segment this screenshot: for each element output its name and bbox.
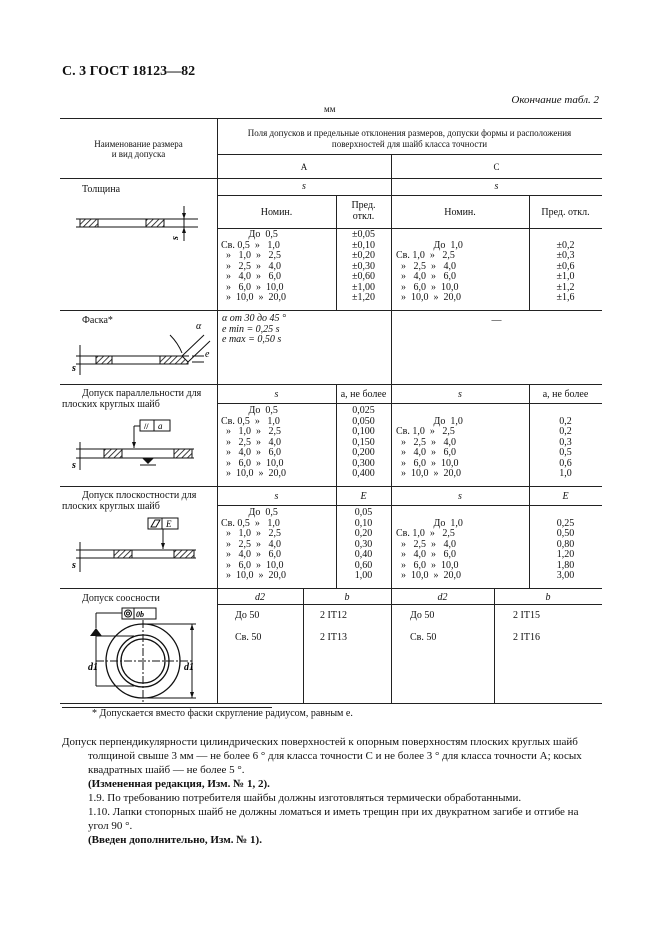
paragraph-perpendicularity-text: Допуск перпендикулярности цилиндрических поверхностей к опорным поверхностям плоских круглых шайб толщиной свыше 3 мм — не более 6 ° для класса точности С и не более 3 ° для класса точности А; косых квадратных шайб — не более 5 °. (62, 736, 582, 776)
chamfer-s-mark: s (72, 363, 76, 374)
thickness-symbol-c: s (494, 181, 499, 192)
tolerance-table (60, 118, 602, 704)
chamfer-values-a: α от 30 до 45 ° e min = 0,25 s e max = 0,50 s (222, 313, 287, 345)
parallel-values-a: 0,025 0,050 0,100 0,150 0,200 0,300 0,400 (352, 405, 375, 479)
col-header-fields-line1: Поля допусков и предельные отклонения размеров, допуски формы и расположения (247, 128, 572, 138)
parallel-a-mark: a (158, 421, 163, 431)
parallel-nominal-a: До 0,5 Св. 0,5 » 1,0 » 1,0 » 2,5 » 2,5 » 4,0 » 4,0 » 6,0 » 6,0 » 10,0 » 10,0 » 20,0 (221, 405, 286, 479)
coaxial-d2-header-c: d2 (437, 592, 448, 603)
row-label-chamfer: Фаска* (82, 315, 113, 326)
chamfer-e-mark: e (205, 349, 210, 360)
paragraph-1-9: 1.9. По требованию потребителя шайбы должны изготовляться термически обработанными. (88, 792, 522, 804)
parallel-a-header-c: a, не более (542, 389, 589, 400)
flatness-s-mark: s (72, 560, 76, 571)
coaxial-b-header-c: b (545, 592, 551, 603)
thickness-nom-header-a: Номин. (260, 207, 293, 218)
parallel-s-mark: s (72, 460, 76, 471)
svg-text://: // (144, 422, 149, 431)
washer-thickness-drawing (74, 196, 204, 246)
flatness-values-a: 0,05 0,10 0,20 0,30 0,40 0,60 1,00 (354, 507, 373, 581)
coaxial-d-a-2: Св. 50 (235, 632, 262, 643)
row-label-thickness: Толщина (82, 184, 121, 195)
flatness-s-header-a: s (274, 491, 279, 502)
thickness-s-mark: s (170, 236, 181, 240)
thickness-dev-header-a: Пред. откл. (351, 200, 376, 222)
paragraph-1-10-text: 1.10. Лапки стопорных шайб не должны ломаться и иметь трещин при их двукратном загибе и отгибе на угол 90 °. (88, 806, 579, 832)
chamfer-values-c: — (491, 315, 502, 326)
coaxial-d2-header-a: d2 (255, 592, 265, 603)
row-label-parallel-line2: плоских круглых шайб (62, 399, 160, 410)
thickness-deviation-c: ±0,2 ±0,3 ±0,6 ±1,0 ±1,2 ±1,6 (556, 239, 575, 303)
thickness-nominal-a: До 0,5 Св. 0,5 » 1,0 » 1,0 » 2,5 » 2,5 » 4,0 » 4,0 » 6,0 » 6,0 » 10,0 » 10,0 » 20,0 (221, 229, 286, 303)
parallel-values-c: 0,2 0,2 0,3 0,5 0,6 1,0 (559, 415, 572, 479)
col-header-name-line2: и вид допуска (111, 149, 166, 159)
thickness-nom-header-c: Номин. (444, 207, 476, 218)
thickness-symbol-a: s (302, 181, 306, 192)
row-label-parallel-line1: Допуск параллельности для (82, 388, 202, 399)
coaxial-d-c-1: До 50 (410, 610, 435, 621)
washer-coaxiality-drawing (74, 606, 214, 702)
footnote: * Допускается вместо фаски скругление радиусом, равным e. (92, 708, 353, 719)
page-header: С. 3 ГОСТ 18123—82 (62, 64, 196, 79)
coaxial-d1-left-mark: d1 (88, 662, 98, 673)
flatness-values-c: 0,25 0,50 0,80 1,20 1,80 3,00 (556, 517, 575, 581)
row-label-flatness-line2: плоских круглых шайб (62, 501, 160, 512)
row-label-flatness-line1: Допуск плоскостности для (82, 490, 197, 501)
row-label-coaxial: Допуск соосности (82, 593, 160, 604)
washer-flatness-drawing (74, 516, 214, 576)
thickness-nominal-c: До 1,0 Св. 1,0 » 2,5 » 2,5 » 4,0 » 4,0 » 6,0 » 6,0 » 10,0 » 10,0 » 20,0 (396, 239, 463, 303)
class-c-header: С (493, 162, 500, 172)
table-continuation-note: Окончание табл. 2 (511, 94, 599, 106)
coaxial-d-c-2: Св. 50 (410, 632, 437, 643)
col-header-name-line1: Наименование размера (94, 139, 183, 149)
parallel-nominal-c: До 1,0 Св. 1,0 » 2,5 » 2,5 » 4,0 » 4,0 » 6,0 » 6,0 » 10,0 » 10,0 » 20,0 (396, 415, 463, 479)
flatness-nominal-a: До 0,5 Св. 0,5 » 1,0 » 1,0 » 2,5 » 2,5 » 4,0 » 4,0 » 6,0 » 6,0 » 10,0 » 10,0 » 20,0 (221, 507, 286, 581)
parallel-s-header-a: s (274, 389, 279, 400)
paragraph-perpendicularity (62, 735, 600, 777)
coaxial-d-a-1: До 50 (235, 610, 260, 621)
paragraph-amendment-2: (Введен дополнительно, Изм. № 1). (88, 834, 262, 846)
chamfer-alpha-mark: α (196, 321, 202, 332)
coaxial-b-c-1: 2 IT15 (513, 610, 540, 621)
flatness-nominal-c: До 1,0 Св. 1,0 » 2,5 » 2,5 » 4,0 » 4,0 » 6,0 » 6,0 » 10,0 » 10,0 » 20,0 (396, 517, 463, 581)
thickness-dev-header-c: Пред. откл. (541, 207, 590, 218)
flatness-e-header-c: E (562, 491, 569, 502)
washer-chamfer-drawing (74, 323, 214, 379)
paragraph-amendment-1: (Измененная редакция, Изм. № 1, 2). (88, 778, 270, 790)
coaxial-b-c-2: 2 IT16 (513, 632, 540, 643)
unit-label: мм (324, 104, 336, 114)
flatness-e-mark: E (166, 519, 172, 529)
class-a-header: А (300, 162, 308, 172)
coaxial-tolerance-mark: 0b (136, 610, 144, 619)
flatness-s-header-c: s (458, 491, 462, 502)
coaxial-b-a-2: 2 IT13 (320, 632, 347, 643)
flatness-e-header-a: E (360, 491, 367, 502)
coaxial-d1-right-mark: d1 (184, 662, 194, 673)
washer-parallelism-drawing (74, 418, 214, 478)
col-header-fields-line2: поверхностей для шайб класса точности (331, 139, 488, 149)
parallel-s-header-c: s (458, 389, 462, 400)
coaxial-b-header-a: b (344, 592, 350, 603)
paragraph-1-10 (88, 805, 600, 833)
thickness-deviation-a: ±0,05 ±0,10 ±0,20 ±0,30 ±0,60 ±1,00 ±1,20 (352, 229, 375, 303)
coaxial-b-a-1: 2 IT12 (320, 610, 347, 621)
parallel-a-header-a: a, не более (340, 389, 387, 400)
